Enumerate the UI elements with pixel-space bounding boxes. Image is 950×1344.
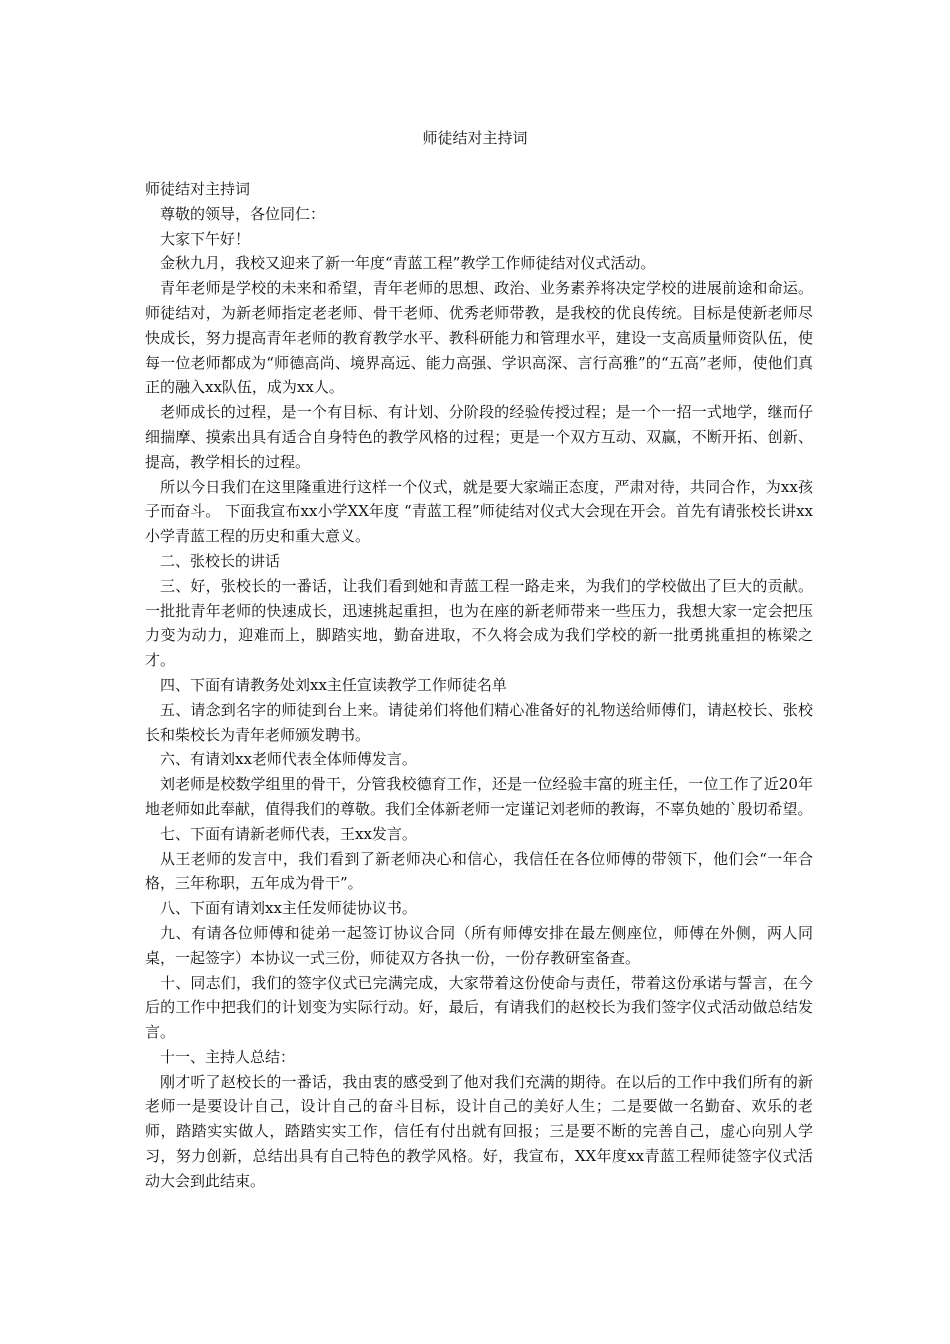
paragraph: 五、请念到名字的师徒到台上来。请徒弟们将他们精心准备好的礼物送给师傅们，请赵校长、张校长和柴校长为青年老师颁发聘书。 bbox=[145, 700, 813, 744]
paragraph: 八、下面有请刘xx主任发师徒协议书。 bbox=[160, 899, 417, 918]
paragraph-heading: 师徒结对主持词 bbox=[145, 180, 251, 198]
paragraph: 十、同志们，我们的签字仪式已完满完成，大家带着这份使命与责任，带着这份承诺与誓言，在今后的工作中把我们的计划变为实际行动。好，最后，有请我们的赵校长为我们签字仪式活动做总结发言。 bbox=[145, 973, 813, 1042]
paragraph: 刘老师是校数学组里的骨干，分管我校德育工作，还是一位经验丰富的班主任，一位工作了近20年地老师如此奉献，值得我们的尊敬。我们全体新老师一定谨记刘老师的教诲，不辜负她的`殷切希望。 bbox=[145, 775, 813, 818]
paragraph: 七、下面有请新老师代表，王xx发言。 bbox=[160, 824, 417, 843]
paragraph: 金秋九月，我校又迎来了新一年度“青蓝工程”教学工作师徒结对仪式活动。 bbox=[160, 254, 656, 273]
paragraph: 十一、主持人总结： bbox=[160, 1047, 296, 1066]
paragraph-salutation: 大家下午好！ bbox=[160, 229, 251, 248]
document-title: 师徒结对主持词 bbox=[422, 129, 528, 147]
paragraph: 刚才听了赵校长的一番话，我由衷的感受到了他对我们充满的期待。在以后的工作中我们所有的新老师一是要设计自己，设计自己的奋斗目标，设计自己的美好人生；二是要做一名勤奋、欢乐的老师，踏踏实实做人，踏踏实实工作，信任有付出就有回报；三是要不断的完善自己，虚心向别人学习，努力创新，总结出具有自己特色的教学风格。好，我宣布，XX年度xx青蓝工程师徒签字仪式活动大会到此结束。 bbox=[145, 1072, 813, 1190]
paragraph-greeting: 尊敬的领导，各位同仁： bbox=[160, 204, 326, 223]
paragraph: 从王老师的发言中，我们看到了新老师决心和信心，我信任在各位师傅的带领下，他们会“一年合格，三年称职，五年成为骨干”。 bbox=[145, 849, 813, 893]
paragraph: 六、有请刘xx老师代表全体师傅发言。 bbox=[160, 750, 417, 769]
paragraph: 青年老师是学校的未来和希望，青年老师的思想、政治、业务素养将决定学校的进展前途和命运。师徒结对，为新老师指定老老师、骨干老师、优秀老师带教，是我校的优良传统。目标是使新老师尽快成长，努力提高青年老师的教育教学水平、教科研能力和管理水平，建设一支高质量师资队伍，使每一位老师都成为“师德高尚、境界高远、能力高强、学识高深、言行高雅”的“五高”老师，使他们真正的融入xx队伍，成为xx人。 bbox=[145, 279, 813, 397]
paragraph: 老师成长的过程，是一个有目标、有计划、分阶段的经验传授过程；是一个一招一式地学，继而仔细揣摩、摸索出具有适合自身特色的教学风格的过程；更是一个双方互动、双赢，不断开拓、创新、提高，教学相长的过程。 bbox=[145, 403, 813, 471]
paragraph: 四、下面有请教务处刘xx主任宣读教学工作师徒名单 bbox=[160, 675, 507, 694]
document-body bbox=[145, 177, 813, 1194]
paragraph: 九、有请各位师傅和徒弟一起签订协议合同（所有师傅安排在最左侧座位，师傅在外侧，两人同桌，一起签字）本协议一式三份，师徒双方各执一份，一份存教研室备查。 bbox=[145, 923, 813, 967]
paragraph: 二、张校长的讲话 bbox=[160, 551, 281, 570]
paragraph: 所以今日我们在这里隆重进行这样一个仪式，就是要大家端正态度，严肃对待，共同合作，为xx孩子而奋斗。 下面我宣布xx小学XX年度 “青蓝工程”师徒结对仪式大会现在开会。首先有请张校长讲xx小学青蓝工程的历史和重大意义。 bbox=[145, 477, 813, 546]
paragraph: 三、好，张校长的一番话，让我们看到她和青蓝工程一路走来，为我们的学校做出了巨大的贡献。一批批青年老师的快速成长，迅速挑起重担，也为在座的新老师带来一些压力，我想大家一定会把压力变为动力，迎难而上，脚踏实地，勤奋进取，不久将会成为我们学校的新一批勇挑重担的栋梁之才。 bbox=[145, 576, 813, 670]
